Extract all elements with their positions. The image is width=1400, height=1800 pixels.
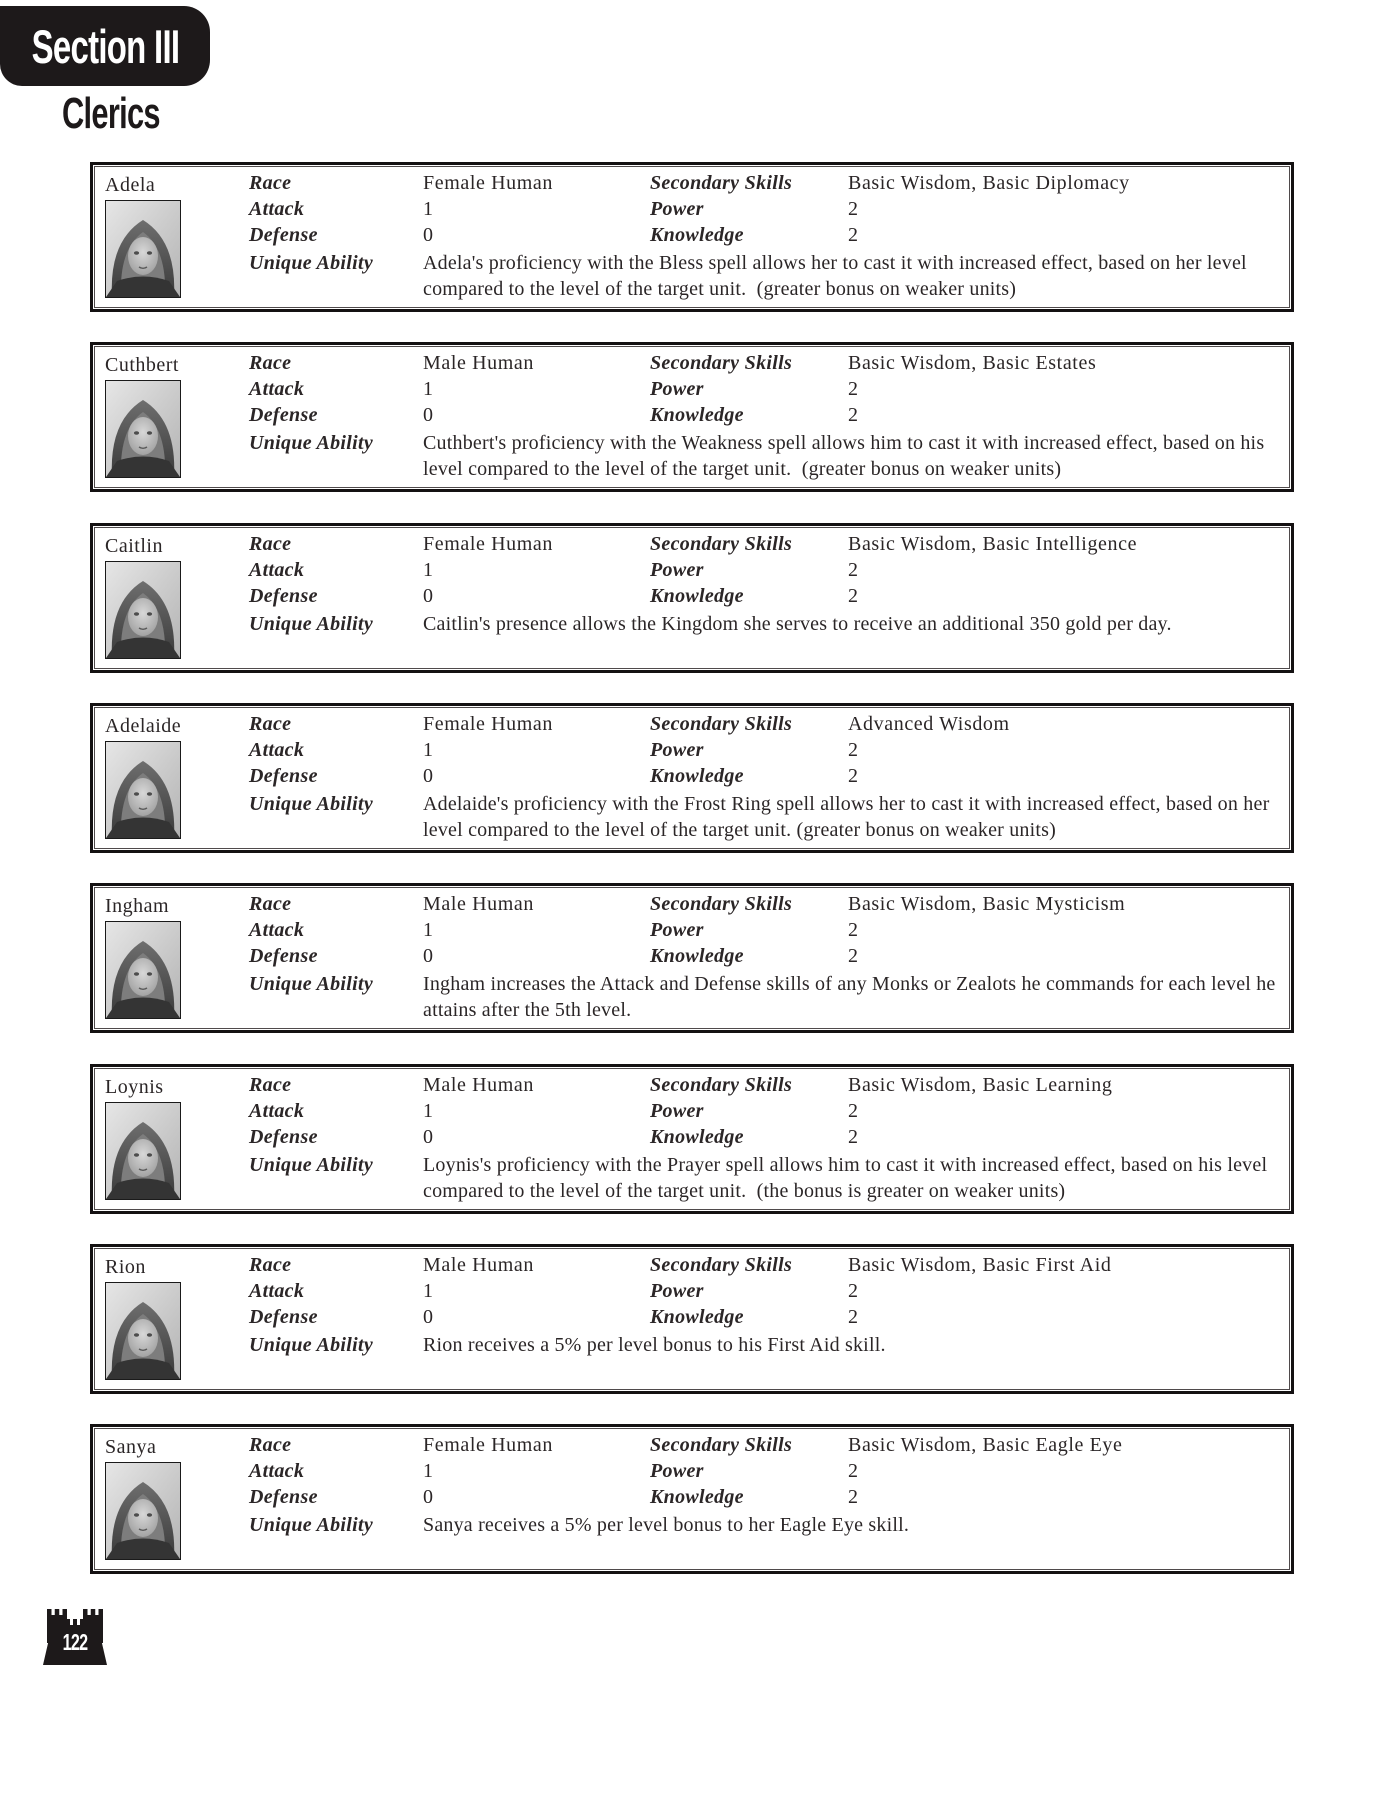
unique-ability-label: Unique Ability bbox=[249, 1334, 374, 1356]
defense-label: Defense bbox=[249, 945, 318, 967]
hero-portrait-illustration bbox=[106, 1283, 180, 1379]
hero-card bbox=[90, 883, 1294, 1033]
secondary-skills-label: Secondary Skills bbox=[650, 172, 793, 194]
unique-ability-label: Unique Ability bbox=[249, 973, 374, 995]
secondary-skills-value: Basic Wisdom, Basic Diplomacy bbox=[848, 172, 1130, 194]
knowledge-value: 2 bbox=[848, 945, 859, 967]
hero-card bbox=[90, 1244, 1294, 1394]
unique-ability-label: Unique Ability bbox=[249, 613, 374, 635]
unique-ability-value: Rion receives a 5% per level bonus to his First Aid skill. bbox=[423, 1334, 886, 1356]
knowledge-value: 2 bbox=[848, 585, 859, 607]
hero-portrait bbox=[105, 741, 181, 839]
hero-stats bbox=[249, 1252, 1281, 1384]
race-value: Female Human bbox=[423, 172, 553, 194]
hero-card-inner bbox=[94, 707, 1290, 849]
hero-name: Adela bbox=[105, 174, 156, 196]
secondary-skills-value: Basic Wisdom, Basic Estates bbox=[848, 352, 1097, 374]
race-label: Race bbox=[249, 1074, 292, 1096]
race-label: Race bbox=[249, 713, 292, 735]
attack-label: Attack bbox=[249, 1460, 305, 1482]
hero-card-inner bbox=[94, 1428, 1290, 1570]
defense-label: Defense bbox=[249, 1126, 318, 1148]
hero-stats bbox=[249, 350, 1281, 482]
hero-card bbox=[90, 1064, 1294, 1214]
power-label: Power bbox=[650, 919, 704, 941]
power-label: Power bbox=[650, 378, 704, 400]
race-label: Race bbox=[249, 352, 292, 374]
defense-value: 0 bbox=[423, 1306, 434, 1328]
race-label: Race bbox=[249, 893, 292, 915]
attack-value: 1 bbox=[423, 739, 434, 761]
power-value: 2 bbox=[848, 1460, 859, 1482]
hero-name: Sanya bbox=[105, 1436, 157, 1458]
race-label: Race bbox=[249, 1254, 292, 1276]
power-label: Power bbox=[650, 1280, 704, 1302]
unique-ability-label: Unique Ability bbox=[249, 1514, 374, 1536]
attack-label: Attack bbox=[249, 559, 305, 581]
knowledge-label: Knowledge bbox=[650, 1126, 744, 1148]
unique-ability-value: Adelaide's proficiency with the Frost Ring spell allows her to cast it with increased effect, based on her level compared to the level of the target unit. (greater bonus on weaker units) bbox=[423, 793, 1275, 841]
race-value: Female Human bbox=[423, 1434, 553, 1456]
secondary-skills-value: Basic Wisdom, Basic Intelligence bbox=[848, 533, 1138, 555]
unique-ability-value: Cuthbert's proficiency with the Weakness spell allows him to cast it with increased effect, based on his level compared to the level of the target unit. (greater bonus on weaker units) bbox=[423, 432, 1270, 480]
secondary-skills-value: Advanced Wisdom bbox=[848, 713, 1010, 735]
hero-portrait bbox=[105, 1102, 181, 1200]
hero-name: Adelaide bbox=[105, 715, 182, 737]
hero-name: Caitlin bbox=[105, 535, 163, 557]
page-number: 122 bbox=[62, 1629, 88, 1655]
unique-ability-label: Unique Ability bbox=[249, 252, 374, 274]
power-value: 2 bbox=[848, 198, 859, 220]
defense-label: Defense bbox=[249, 765, 318, 787]
defense-value: 0 bbox=[423, 224, 434, 246]
hero-portrait-illustration bbox=[106, 201, 180, 297]
hero-portrait-illustration bbox=[106, 742, 180, 838]
secondary-skills-label: Secondary Skills bbox=[650, 893, 793, 915]
hero-identity bbox=[103, 531, 249, 659]
power-label: Power bbox=[650, 739, 704, 761]
unique-ability-value: Sanya receives a 5% per level bonus to her Eagle Eye skill. bbox=[423, 1514, 910, 1536]
attack-value: 1 bbox=[423, 198, 434, 220]
unique-ability-label: Unique Ability bbox=[249, 432, 374, 454]
hero-card-inner bbox=[94, 1248, 1290, 1390]
hero-portrait bbox=[105, 380, 181, 478]
defense-label: Defense bbox=[249, 585, 318, 607]
attack-value: 1 bbox=[423, 559, 434, 581]
power-value: 2 bbox=[848, 559, 859, 581]
hero-identity bbox=[103, 1072, 249, 1200]
knowledge-label: Knowledge bbox=[650, 1306, 744, 1328]
attack-value: 1 bbox=[423, 1460, 434, 1482]
secondary-skills-value: Basic Wisdom, Basic First Aid bbox=[848, 1254, 1112, 1276]
hero-stats bbox=[249, 1072, 1281, 1204]
secondary-skills-value: Basic Wisdom, Basic Eagle Eye bbox=[848, 1434, 1123, 1456]
race-value: Male Human bbox=[423, 1074, 534, 1096]
unique-ability-value: Caitlin's presence allows the Kingdom she serves to receive an additional 350 gold per day. bbox=[423, 613, 1172, 635]
hero-identity bbox=[103, 1432, 249, 1560]
knowledge-value: 2 bbox=[848, 1306, 859, 1328]
attack-value: 1 bbox=[423, 919, 434, 941]
knowledge-value: 2 bbox=[848, 224, 859, 246]
race-label: Race bbox=[249, 172, 292, 194]
unique-ability-label: Unique Ability bbox=[249, 1154, 374, 1176]
hero-stats bbox=[249, 531, 1281, 663]
knowledge-value: 2 bbox=[848, 1126, 859, 1148]
hero-name: Loynis bbox=[105, 1076, 164, 1098]
hero-card bbox=[90, 523, 1294, 673]
hero-name: Rion bbox=[105, 1256, 146, 1278]
defense-value: 0 bbox=[423, 765, 434, 787]
hero-stats bbox=[249, 1432, 1281, 1564]
hero-card bbox=[90, 703, 1294, 853]
knowledge-label: Knowledge bbox=[650, 585, 744, 607]
hero-identity bbox=[103, 891, 249, 1019]
secondary-skills-label: Secondary Skills bbox=[650, 533, 793, 555]
hero-card bbox=[90, 1424, 1294, 1574]
hero-portrait bbox=[105, 1462, 181, 1560]
hero-card-inner bbox=[94, 166, 1290, 308]
hero-stats bbox=[249, 711, 1281, 843]
knowledge-value: 2 bbox=[848, 1486, 859, 1508]
hero-card-inner bbox=[94, 527, 1290, 669]
unique-ability-value: Ingham increases the Attack and Defense skills of any Monks or Zealots he commands for each level he attains after the 5th level. bbox=[423, 973, 1281, 1021]
knowledge-label: Knowledge bbox=[650, 404, 744, 426]
attack-label: Attack bbox=[249, 1280, 305, 1302]
defense-label: Defense bbox=[249, 224, 318, 246]
knowledge-value: 2 bbox=[848, 765, 859, 787]
race-label: Race bbox=[249, 533, 292, 555]
unique-ability-label: Unique Ability bbox=[249, 793, 374, 815]
attack-label: Attack bbox=[249, 919, 305, 941]
knowledge-label: Knowledge bbox=[650, 945, 744, 967]
hero-identity bbox=[103, 1252, 249, 1380]
secondary-skills-value: Basic Wisdom, Basic Mysticism bbox=[848, 893, 1126, 915]
hero-portrait bbox=[105, 921, 181, 1019]
hero-portrait bbox=[105, 200, 181, 298]
secondary-skills-label: Secondary Skills bbox=[650, 1254, 793, 1276]
race-value: Male Human bbox=[423, 893, 534, 915]
unique-ability-value: Adela's proficiency with the Bless spell allows her to cast it with increased effect, based on her level compared to the level of the target unit. (greater bonus on weaker units) bbox=[423, 252, 1252, 300]
power-label: Power bbox=[650, 1100, 704, 1122]
knowledge-label: Knowledge bbox=[650, 1486, 744, 1508]
hero-portrait-illustration bbox=[106, 381, 180, 477]
hero-identity bbox=[103, 711, 249, 839]
hero-identity bbox=[103, 350, 249, 478]
hero-card-inner bbox=[94, 887, 1290, 1029]
attack-value: 1 bbox=[423, 1280, 434, 1302]
race-value: Male Human bbox=[423, 352, 534, 374]
hero-portrait-illustration bbox=[106, 922, 180, 1018]
defense-value: 0 bbox=[423, 585, 434, 607]
defense-value: 0 bbox=[423, 404, 434, 426]
section-title: Section III bbox=[31, 19, 179, 73]
defense-value: 0 bbox=[423, 945, 434, 967]
attack-label: Attack bbox=[249, 198, 305, 220]
defense-value: 0 bbox=[423, 1486, 434, 1508]
attack-value: 1 bbox=[423, 1100, 434, 1122]
race-value: Male Human bbox=[423, 1254, 534, 1276]
hero-name: Cuthbert bbox=[105, 354, 179, 376]
hero-identity bbox=[103, 170, 249, 298]
defense-label: Defense bbox=[249, 1306, 318, 1328]
section-banner bbox=[0, 6, 210, 86]
attack-label: Attack bbox=[249, 739, 305, 761]
race-value: Female Human bbox=[423, 533, 553, 555]
knowledge-label: Knowledge bbox=[650, 224, 744, 246]
hero-portrait-illustration bbox=[106, 1103, 180, 1199]
defense-label: Defense bbox=[249, 404, 318, 426]
secondary-skills-label: Secondary Skills bbox=[650, 1074, 793, 1096]
defense-value: 0 bbox=[423, 1126, 434, 1148]
secondary-skills-label: Secondary Skills bbox=[650, 713, 793, 735]
race-label: Race bbox=[249, 1434, 292, 1456]
knowledge-label: Knowledge bbox=[650, 765, 744, 787]
page-footer bbox=[38, 1605, 112, 1667]
defense-label: Defense bbox=[249, 1486, 318, 1508]
hero-portrait-illustration bbox=[106, 562, 180, 658]
hero-card bbox=[90, 342, 1294, 492]
hero-stats bbox=[249, 891, 1281, 1023]
knowledge-value: 2 bbox=[848, 404, 859, 426]
secondary-skills-label: Secondary Skills bbox=[650, 1434, 793, 1456]
power-value: 2 bbox=[848, 378, 859, 400]
hero-card-inner bbox=[94, 346, 1290, 488]
attack-label: Attack bbox=[249, 1100, 305, 1122]
hero-card bbox=[90, 162, 1294, 312]
secondary-skills-label: Secondary Skills bbox=[650, 352, 793, 374]
hero-stats bbox=[249, 170, 1281, 302]
attack-value: 1 bbox=[423, 378, 434, 400]
power-label: Power bbox=[650, 559, 704, 581]
power-value: 2 bbox=[848, 1280, 859, 1302]
attack-label: Attack bbox=[249, 378, 305, 400]
power-value: 2 bbox=[848, 919, 859, 941]
page-title: Clerics bbox=[62, 89, 160, 138]
hero-card-inner bbox=[94, 1068, 1290, 1210]
hero-portrait bbox=[105, 561, 181, 659]
race-value: Female Human bbox=[423, 713, 553, 735]
hero-portrait-illustration bbox=[106, 1463, 180, 1559]
power-value: 2 bbox=[848, 739, 859, 761]
hero-name: Ingham bbox=[105, 895, 170, 917]
unique-ability-value: Loynis's proficiency with the Prayer spell allows him to cast it with increased effect, based on his level compared to the level of the target unit. (the bonus is greater on weaker units) bbox=[423, 1154, 1273, 1202]
power-label: Power bbox=[650, 198, 704, 220]
hero-portrait bbox=[105, 1282, 181, 1380]
power-value: 2 bbox=[848, 1100, 859, 1122]
secondary-skills-value: Basic Wisdom, Basic Learning bbox=[848, 1074, 1113, 1096]
power-label: Power bbox=[650, 1460, 704, 1482]
